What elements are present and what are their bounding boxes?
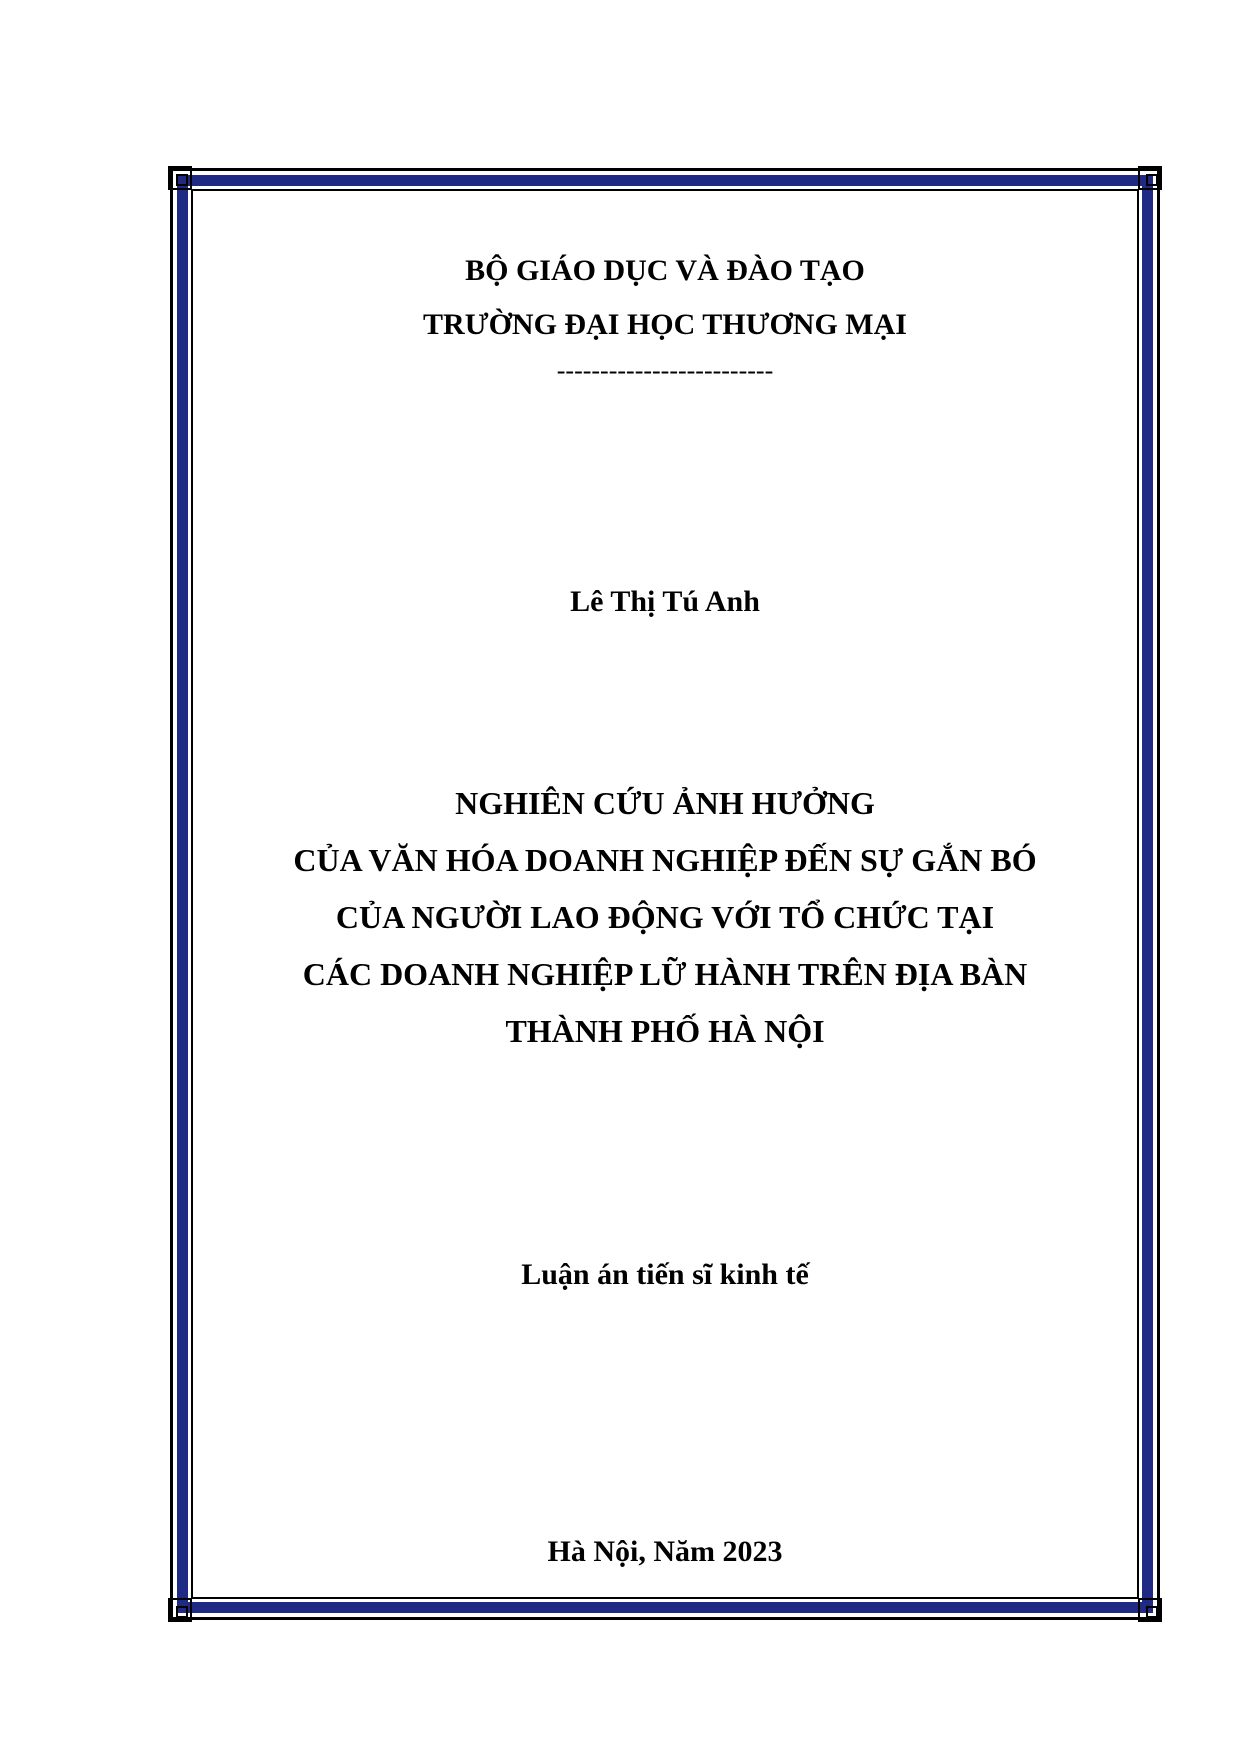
thesis-title-line: CỦA VĂN HÓA DOANH NGHIỆP ĐẾN SỰ GẮN BÓ (293, 842, 1037, 878)
thesis-title-line: CỦA NGƯỜI LAO ĐỘNG VỚI TỔ CHỨC TẠI (335, 899, 995, 935)
ministry-heading: BỘ GIÁO DỤC VÀ ĐÀO TẠO (465, 254, 865, 287)
heading-divider: ------------------------- (556, 356, 774, 385)
university-heading: TRƯỜNG ĐẠI HỌC THƯƠNG MẠI (423, 308, 907, 341)
thesis-title (191, 775, 1139, 1060)
thesis-title-line: THÀNH PHỐ HÀ NỘI (505, 1013, 825, 1049)
border-corner-ornament (1138, 1598, 1162, 1622)
thesis-title-line: NGHIÊN CỨU ẢNH HƯỞNG (455, 785, 875, 821)
border-corner-ornament (1138, 166, 1162, 190)
place-and-year: Hà Nội, Năm 2023 (547, 1535, 783, 1568)
degree-type: Luận án tiến sĩ kinh tế (521, 1258, 809, 1291)
thesis-title-line: CÁC DOANH NGHIỆP LỮ HÀNH TRÊN ĐỊA BÀN (302, 956, 1028, 992)
border-corner-ornament (168, 166, 192, 190)
border-corner-ornament (168, 1598, 192, 1622)
author-name: Lê Thị Tú Anh (570, 585, 760, 618)
